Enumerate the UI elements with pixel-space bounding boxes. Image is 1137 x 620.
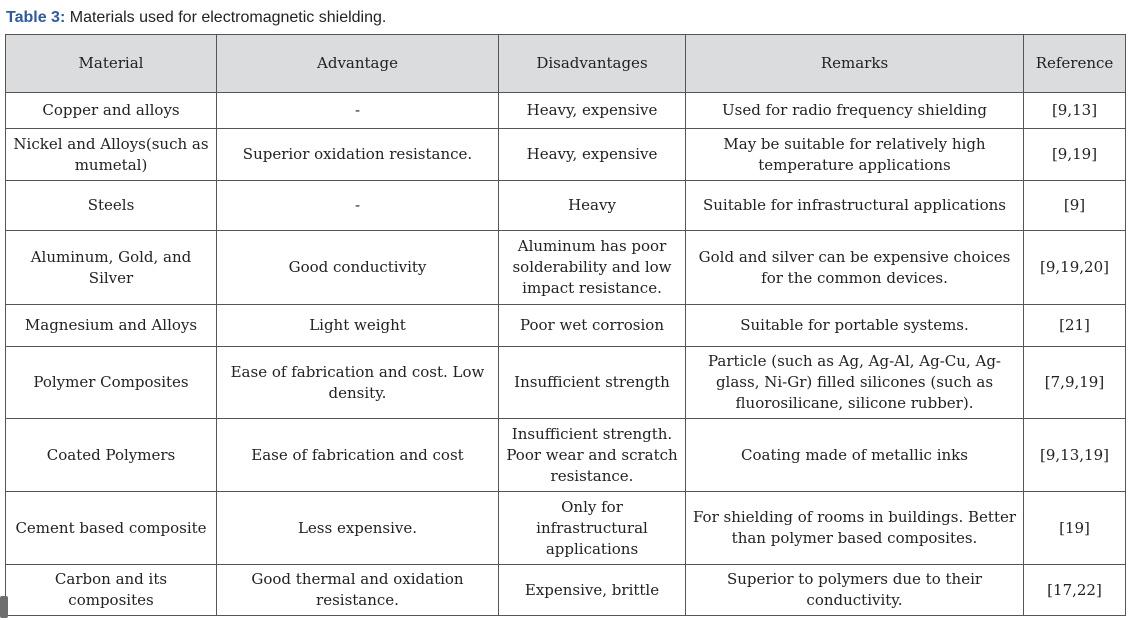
- table-row: [6, 492, 1126, 565]
- cell-disadvantages: Aluminum has poor solderability and low impact resistance.: [499, 231, 686, 305]
- cell-disadvantages: Insufficient strength: [499, 347, 686, 419]
- table-row: [6, 419, 1126, 492]
- cell-disadvantages: Heavy, expensive: [499, 129, 686, 181]
- cell-advantage: Superior oxidation resistance.: [217, 129, 499, 181]
- table-caption: [6, 9, 386, 27]
- caption-label: Table 3:: [6, 9, 66, 26]
- cell-reference: [21]: [1024, 305, 1126, 347]
- cell-reference: [7,9,19]: [1024, 347, 1126, 419]
- cell-reference: [9,19]: [1024, 129, 1126, 181]
- column-header-remarks: Remarks: [686, 35, 1024, 93]
- cell-advantage: Less expensive.: [217, 492, 499, 565]
- cell-material: Cement based composite: [6, 492, 217, 565]
- cell-remarks: Suitable for infrastructural applications: [686, 181, 1024, 231]
- cell-reference: [9,19,20]: [1024, 231, 1126, 305]
- table-row: [6, 565, 1126, 616]
- column-header-disadvantages: Disadvantages: [499, 35, 686, 93]
- cell-disadvantages: Heavy, expensive: [499, 93, 686, 129]
- cell-material: Polymer Composites: [6, 347, 217, 419]
- cell-reference: [9,13,19]: [1024, 419, 1126, 492]
- cell-disadvantages: Poor wet corrosion: [499, 305, 686, 347]
- cell-material: Nickel and Alloys(such as mumetal): [6, 129, 217, 181]
- cell-remarks: Coating made of metallic inks: [686, 419, 1024, 492]
- cell-material: Carbon and its composites: [6, 565, 217, 616]
- cell-remarks: Used for radio frequency shielding: [686, 93, 1024, 129]
- cell-remarks: Particle (such as Ag, Ag-Al, Ag-Cu, Ag-glass, Ni-Gr) filled silicones (such as fluorosilicane, silicone rubber).: [686, 347, 1024, 419]
- cell-material: Aluminum, Gold, and Silver: [6, 231, 217, 305]
- column-header-advantage: Advantage: [217, 35, 499, 93]
- cell-disadvantages: Insufficient strength. Poor wear and scratch resistance.: [499, 419, 686, 492]
- cell-material: Steels: [6, 181, 217, 231]
- cell-reference: [9,13]: [1024, 93, 1126, 129]
- cell-advantage: Ease of fabrication and cost. Low density.: [217, 347, 499, 419]
- cell-remarks: Superior to polymers due to their conductivity.: [686, 565, 1024, 616]
- cell-advantage: Good thermal and oxidation resistance.: [217, 565, 499, 616]
- column-header-reference: Reference: [1024, 35, 1126, 93]
- materials-table: [5, 34, 1126, 616]
- cell-advantage: Good conductivity: [217, 231, 499, 305]
- cell-remarks: Suitable for portable systems.: [686, 305, 1024, 347]
- caption-text: Materials used for electromagnetic shielding.: [69, 9, 387, 26]
- column-header-material: Material: [6, 35, 217, 93]
- header-row: [6, 35, 1126, 93]
- table-row: [6, 129, 1126, 181]
- cell-advantage: -: [217, 181, 499, 231]
- table-row: [6, 347, 1126, 419]
- cell-reference: [17,22]: [1024, 565, 1126, 616]
- side-scroll-handle[interactable]: [0, 596, 8, 618]
- cell-remarks: May be suitable for relatively high temperature applications: [686, 129, 1024, 181]
- cell-advantage: -: [217, 93, 499, 129]
- cell-disadvantages: Only for infrastructural applications: [499, 492, 686, 565]
- cell-advantage: Ease of fabrication and cost: [217, 419, 499, 492]
- cell-material: Copper and alloys: [6, 93, 217, 129]
- table-row: [6, 305, 1126, 347]
- table-row: [6, 93, 1126, 129]
- cell-reference: [19]: [1024, 492, 1126, 565]
- cell-material: Magnesium and Alloys: [6, 305, 217, 347]
- cell-reference: [9]: [1024, 181, 1126, 231]
- cell-disadvantages: Expensive, brittle: [499, 565, 686, 616]
- cell-remarks: Gold and silver can be expensive choices for the common devices.: [686, 231, 1024, 305]
- cell-disadvantages: Heavy: [499, 181, 686, 231]
- table-row: [6, 231, 1126, 305]
- cell-advantage: Light weight: [217, 305, 499, 347]
- cell-material: Coated Polymers: [6, 419, 217, 492]
- cell-remarks: For shielding of rooms in buildings. Better than polymer based composites.: [686, 492, 1024, 565]
- table-row: [6, 181, 1126, 231]
